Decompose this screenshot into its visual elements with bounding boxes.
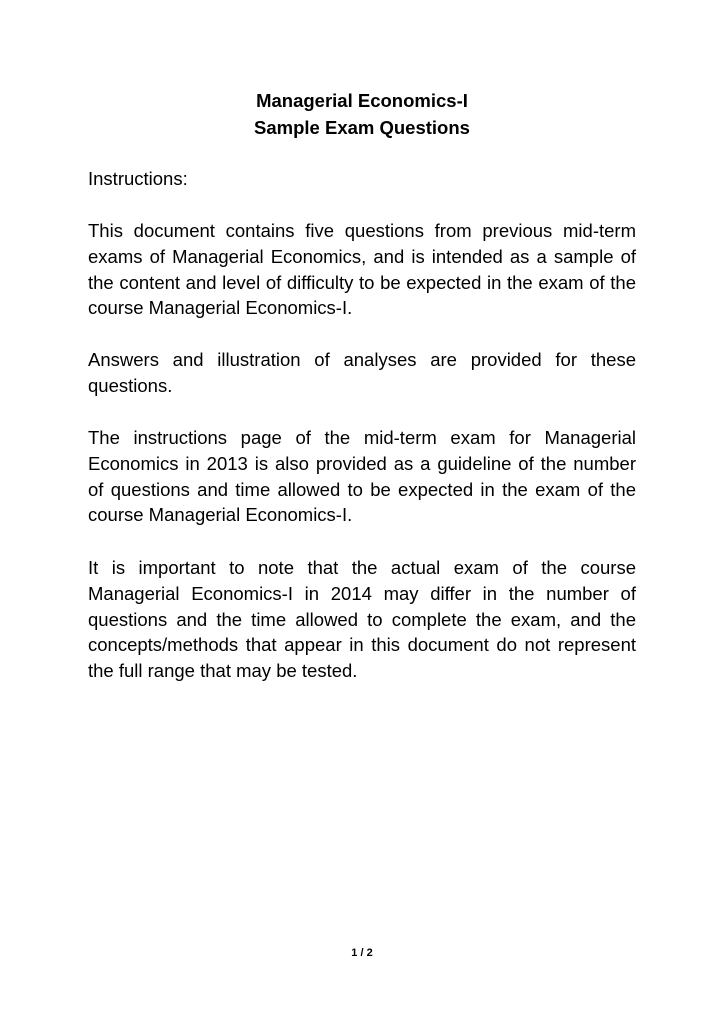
- document-title: Managerial Economics-I: [256, 90, 468, 111]
- paragraph-text: The instructions page of the mid-term exam for Managerial Economics in 2013 is also provided as a guideline of the number of questions and time allowed to be expected in the exam of the course Managerial Economics-I.: [88, 427, 636, 526]
- paragraph-guideline: [88, 425, 636, 528]
- paragraph-answers: [88, 347, 636, 399]
- paragraph-intro: [88, 218, 636, 321]
- page-number: 1 / 2: [351, 947, 373, 959]
- paragraph-text: Answers and illustration of analyses are provided for these questions.: [88, 349, 636, 396]
- paragraph-note: [88, 555, 636, 684]
- paragraph-text: It is important to note that the actual exam of the course Managerial Economics-I in 2014 may differ in the number of questions and the time allowed to complete the exam, and the concepts/methods that appear in this document do not represent the full range that may be tested.: [88, 557, 636, 682]
- title-block: [88, 87, 636, 141]
- document-subtitle: Sample Exam Questions: [254, 117, 470, 138]
- paragraph-text: This document contains five questions from previous mid-term exams of Managerial Economics, and is intended as a sample of the content and level of difficulty to be expected in the exam of the course Managerial Economics-I.: [88, 220, 636, 319]
- instructions-heading: Instructions:: [88, 168, 188, 189]
